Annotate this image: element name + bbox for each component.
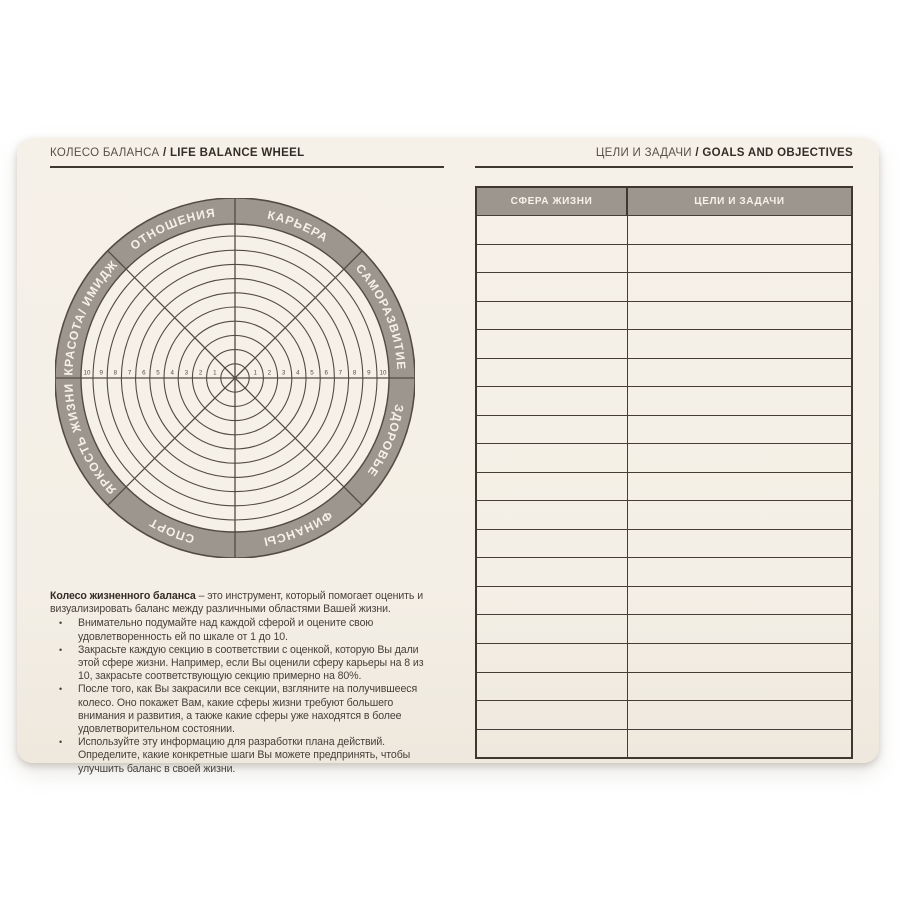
table-header-cell-goals: ЦЕЛИ И ЗАДАЧИ (694, 196, 785, 207)
goals-table (475, 186, 853, 759)
bullet-text: Внимательно подумайте над каждой сферой и оцените свою удовлетворенность ей по шкале от 1 до 10. (78, 617, 374, 643)
table-cell-life-sphere (477, 730, 628, 758)
svg-text:9: 9 (367, 369, 371, 377)
left-header-title-ru: КОЛЕСО БАЛАНСА (50, 147, 160, 159)
table-cell-goals (628, 673, 851, 701)
svg-text:7: 7 (127, 369, 132, 377)
bullet-marker: • (59, 737, 63, 748)
table-cell-life-sphere (477, 558, 628, 586)
table-header-row (477, 188, 851, 215)
table-cell-goals (628, 501, 851, 529)
bullet-item (50, 736, 434, 776)
table-cell-goals (628, 302, 851, 330)
right-header-separator: / (695, 147, 699, 159)
bullet-marker: • (59, 618, 63, 629)
description-lead-bold: Колесо жизненного баланса (50, 590, 196, 602)
svg-text:ФИНАНСЫ: ФИНАНСЫ (261, 508, 335, 550)
svg-text:8: 8 (352, 369, 357, 377)
table-row (477, 586, 851, 615)
table-cell-life-sphere (477, 302, 628, 330)
right-page-header (475, 147, 853, 168)
svg-text:6: 6 (142, 369, 146, 377)
bullet-item (50, 644, 434, 684)
table-cell-life-sphere (477, 587, 628, 615)
svg-text:10: 10 (83, 369, 91, 377)
table-cell-goals (628, 701, 851, 729)
table-cell-goals (628, 330, 851, 358)
table-cell-life-sphere (477, 530, 628, 558)
svg-text:КРАСОТА/ ИМИДЖ: КРАСОТА/ ИМИДЖ (61, 257, 121, 376)
svg-text:10: 10 (379, 369, 387, 377)
table-cell-life-sphere (477, 359, 628, 387)
bullet-item (50, 683, 434, 736)
svg-text:ЗДОРОВЬЕ: ЗДОРОВЬЕ (364, 403, 407, 480)
table-row (477, 557, 851, 586)
table-row (477, 358, 851, 387)
table-cell-life-sphere (477, 644, 628, 672)
table-row (477, 215, 851, 244)
svg-text:1: 1 (213, 369, 217, 377)
bullet-item (50, 617, 434, 643)
table-cell-goals (628, 644, 851, 672)
table-row (477, 386, 851, 415)
svg-text:4: 4 (170, 369, 174, 377)
svg-text:ЯРКОСТЬ ЖИЗНИ: ЯРКОСТЬ ЖИЗНИ (61, 382, 120, 497)
svg-text:8: 8 (113, 369, 118, 377)
table-cell-life-sphere (477, 387, 628, 415)
table-cell-goals (628, 615, 851, 643)
planner-page-spread (17, 138, 879, 775)
table-cell-goals (628, 416, 851, 444)
table-cell-life-sphere (477, 473, 628, 501)
svg-text:3: 3 (184, 369, 189, 377)
svg-text:5: 5 (310, 369, 314, 377)
table-cell-goals (628, 359, 851, 387)
svg-text:4: 4 (296, 369, 300, 377)
life-balance-wheel-svg (55, 198, 415, 558)
table-row (477, 700, 851, 729)
wheel-description (50, 590, 434, 776)
svg-text:2: 2 (267, 369, 272, 377)
table-row (477, 329, 851, 358)
table-cell-life-sphere (477, 245, 628, 273)
table-cell-life-sphere (477, 416, 628, 444)
right-header-title-ru: ЦЕЛИ И ЗАДАЧИ (595, 147, 692, 159)
table-row (477, 415, 851, 444)
svg-text:9: 9 (99, 369, 103, 377)
table-cell-goals (628, 587, 851, 615)
table-row (477, 272, 851, 301)
table-header-cell-life-sphere: СФЕРА ЖИЗНИ (477, 188, 628, 215)
description-lead-rest: – это инструмент, который помогает оценить и визуализировать баланс между различными областями Вашей жизни. (50, 590, 424, 616)
table-row (477, 729, 851, 758)
table-cell-life-sphere (477, 273, 628, 301)
table-cell-life-sphere (477, 330, 628, 358)
table-cell-goals (628, 473, 851, 501)
svg-text:7: 7 (338, 369, 343, 377)
table-cell-goals (628, 387, 851, 415)
svg-text:ОТНОШЕНИЯ: ОТНОШЕНИЯ (127, 205, 217, 253)
svg-text:САМОРАЗВИТИЕ: САМОРАЗВИТИЕ (352, 261, 409, 371)
svg-text:КАРЬЕРА: КАРЬЕРА (266, 207, 331, 246)
table-cell-goals (628, 245, 851, 273)
table-cell-goals (628, 216, 851, 244)
table-cell-life-sphere (477, 501, 628, 529)
table-cell-life-sphere (477, 615, 628, 643)
table-cell-life-sphere (477, 444, 628, 472)
bullet-text: После того, как Вы закрасили все секции, взгляните на получившееся колесо. Оно покажет Вам, какие сферы жизни требуют большего внимания и развития, а также какие сферы уже находятся в более удовлетворительном состоянии. (78, 683, 418, 736)
svg-text:6: 6 (324, 369, 328, 377)
table-row (477, 472, 851, 501)
life-balance-wheel (55, 198, 415, 558)
table-cell-goals (628, 530, 851, 558)
table-row (477, 614, 851, 643)
table-cell-goals (628, 730, 851, 758)
left-header-separator: / (162, 147, 167, 159)
table-row (477, 244, 851, 273)
table-row (477, 643, 851, 672)
svg-text:1: 1 (253, 369, 257, 377)
table-cell-goals (628, 558, 851, 586)
table-cell-life-sphere (477, 673, 628, 701)
bullet-text: Закрасьте каждую секцию в соответствии с оценкой, которую Вы дали этой сфере жизни. Например, если Вы оценили сферу карьеры на 8 из 10, закрасьте соответствующую секцию примерно на 80%. (78, 643, 424, 683)
description-lead (50, 590, 434, 616)
svg-text:5: 5 (156, 369, 160, 377)
svg-text:2: 2 (198, 369, 203, 377)
table-row (477, 672, 851, 701)
table-cell-life-sphere (477, 216, 628, 244)
left-header-title-en: LIFE BALANCE WHEEL (169, 147, 305, 159)
table-row (477, 301, 851, 330)
left-page-header (50, 147, 444, 168)
table-cell-goals (628, 273, 851, 301)
table-row (477, 529, 851, 558)
table-row (477, 500, 851, 529)
bullet-marker: • (59, 644, 63, 655)
bullet-text: Используйте эту информацию для разработки плана действий. Определите, какие конкретные шаги Вы можете предпринять, чтобы улучшить баланс в своей жизни. (78, 736, 411, 775)
right-header-title-en: GOALS AND OBJECTIVES (702, 147, 853, 159)
svg-text:3: 3 (281, 369, 286, 377)
bullet-marker: • (59, 684, 63, 695)
table-cell-goals (628, 444, 851, 472)
svg-text:СПОРТ: СПОРТ (146, 515, 196, 547)
table-cell-life-sphere (477, 701, 628, 729)
table-row (477, 443, 851, 472)
